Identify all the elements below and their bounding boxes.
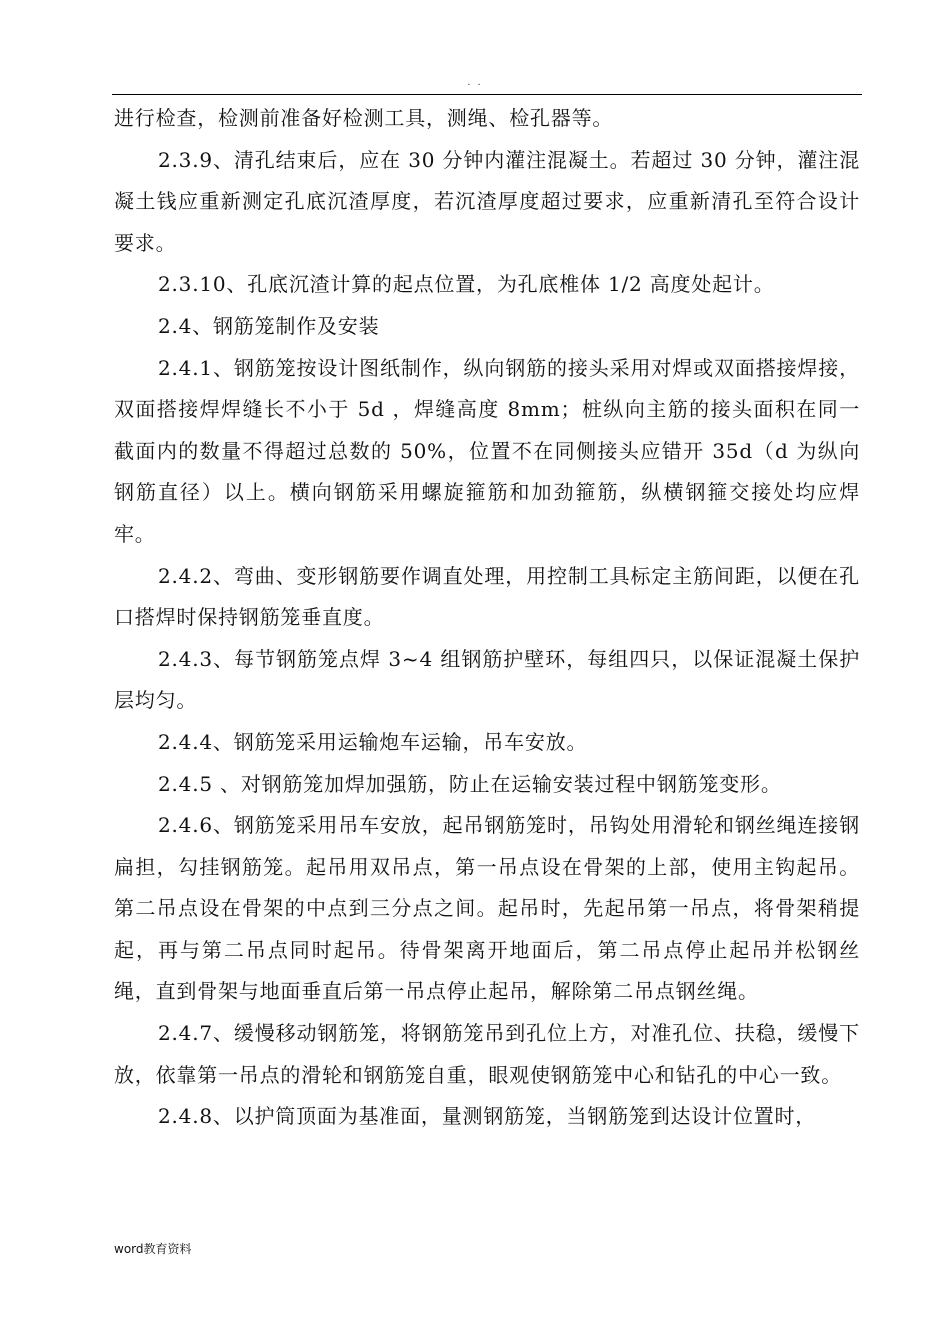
- paragraph: 进行检查，检测前准备好检测工具，测绳、检孔器等。: [114, 106, 614, 130]
- paragraph: 2.4.8、以护筒顶面为基准面，量测钢筋笼，当钢筋笼到达设计位置时，: [158, 1104, 817, 1129]
- paragraph: 2.4.7、缓慢移动钢筋笼，将钢筋笼吊到孔位上方，对准孔位、扶稳，缓慢下放，依靠第一吊点的滑轮和钢筋笼自重，眼观使钢筋笼中心和钻孔的中心一致。: [114, 1021, 860, 1087]
- paragraph: 2.4.1、钢筋笼按设计图纸制作，纵向钢筋的接头采用对焊或双面搭接焊接，双面搭接焊焊缝长不小于 5d ，焊缝高度 8mm；桩纵向主筋的接头面积在同一截面内的数量不得超过总数的 50%，位置不在同侧接头应错开 35d（d 为纵向钢筋直径）以上。横向钢筋采用螺旋箍筋和加劲箍筋，纵横钢箍交接处均应焊牢。: [114, 355, 860, 546]
- header-dots: . .: [467, 76, 483, 88]
- document-body: [114, 98, 860, 1138]
- footer-label: word教育资料: [114, 1242, 192, 1256]
- section-heading: 2.4、钢筋笼制作及安装: [158, 313, 380, 338]
- paragraph: 2.4.6、钢筋笼采用吊车安放，起吊钢筋笼时，吊钩处用滑轮和钢丝绳连接钢扁担，勾挂钢筋笼。起吊用双吊点，第一吊点设在骨架的上部，使用主钩起吊。第二吊点设在骨架的中点到三分点之间。起吊时，先起吊第一吊点，将骨架稍提起，再与第二吊点同时起吊。待骨架离开地面后，第二吊点停止起吊并松钢丝绳，直到骨架与地面垂直后第一吊点停止起吊，解除第二吊点钢丝绳。: [114, 813, 860, 1004]
- paragraph: 2.3.9、清孔结束后，应在 30 分钟内灌注混凝土。若超过 30 分钟，灌注混凝土钱应重新测定孔底沉渣厚度，若沉渣厚度超过要求，应重新清孔至符合设计要求。: [114, 147, 860, 255]
- header-rule: [112, 94, 862, 95]
- paragraph: 2.4.2、弯曲、变形钢筋要作调直处理，用控制工具标定主筋间距，以便在孔口搭焊时保持钢筋笼垂直度。: [114, 563, 860, 630]
- paragraph: 2.4.4、钢筋笼采用运输炮车运输，吊车安放。: [158, 729, 588, 754]
- paragraph: 2.3.10、孔底沉渣计算的起点位置，为孔底椎体 1/2 高度处起计。: [158, 272, 775, 297]
- paragraph: 2.4.3、每节钢筋笼点焊 3~4 组钢筋护壁环，每组四只，以保证混凝土保护层均匀。: [114, 646, 860, 713]
- paragraph: 2.4.5 、对钢筋笼加焊加强筋，防止在运输安装过程中钢筋笼变形。: [158, 771, 782, 796]
